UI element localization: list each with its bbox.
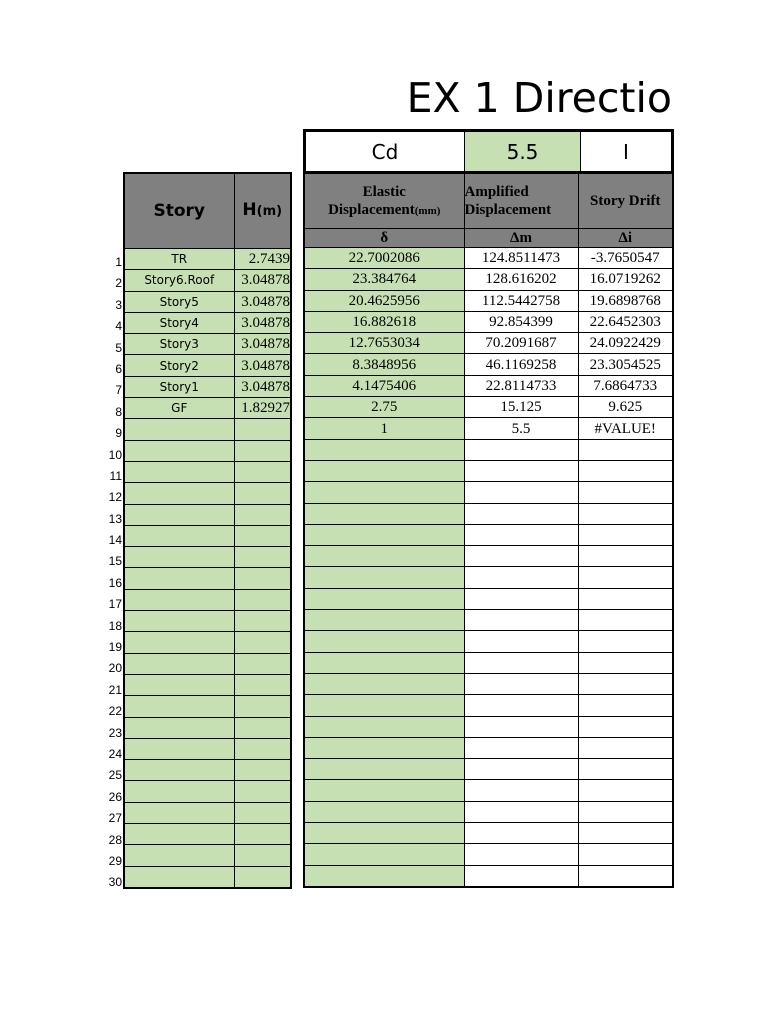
height-cell[interactable]: 1.82927 (234, 398, 291, 419)
parameters-table (303, 129, 674, 174)
height-cell[interactable] (234, 760, 291, 781)
table-row (304, 695, 673, 716)
row-number: 12 (108, 490, 122, 505)
story-drift-cell[interactable] (578, 716, 673, 737)
story-cell[interactable] (124, 824, 234, 845)
amplified-displacement-cell[interactable] (464, 737, 578, 758)
story-drift-cell[interactable]: 9.625 (578, 397, 673, 418)
story-drift-cell[interactable] (578, 652, 673, 673)
elastic-header-unit: (mm) (414, 204, 441, 217)
table-row (124, 845, 291, 866)
row-number: 25 (108, 768, 122, 783)
table-row (124, 611, 291, 632)
elastic-displacement-cell[interactable]: 22.7002086 (304, 248, 464, 269)
elastic-displacement-cell[interactable] (304, 780, 464, 801)
i-label-cell[interactable]: I (581, 131, 673, 173)
amplified-displacement-cell[interactable]: 70.2091687 (464, 333, 578, 354)
table-row (304, 418, 673, 439)
story-cell[interactable] (124, 696, 234, 717)
table-row (304, 652, 673, 673)
amplified-displacement-cell[interactable]: 128.616202 (464, 269, 578, 290)
row-number: 23 (108, 725, 122, 740)
story-cell[interactable] (124, 781, 234, 802)
elastic-displacement-cell[interactable] (304, 759, 464, 780)
sheet-title: EX 1 Directio (406, 74, 672, 122)
story-drift-cell[interactable]: 22.6452303 (578, 311, 673, 332)
row-number: 18 (108, 618, 122, 633)
table-row (304, 354, 673, 375)
elastic-displacement-cell[interactable] (304, 588, 464, 609)
table-row (124, 334, 291, 355)
story-drift-cell[interactable] (578, 865, 673, 887)
amplified-displacement-cell[interactable]: 22.8114733 (464, 375, 578, 396)
story-drift-cell[interactable]: #VALUE! (578, 418, 673, 439)
table-row (304, 546, 673, 567)
elastic-displacement-cell[interactable] (304, 503, 464, 524)
row-number: 2 (115, 276, 122, 291)
story-cell[interactable]: Story3 (124, 334, 234, 355)
row-number: 19 (108, 640, 122, 655)
story-cell[interactable] (124, 589, 234, 610)
story-cell[interactable]: Story4 (124, 312, 234, 333)
story-drift-cell[interactable]: 16.0719262 (578, 269, 673, 290)
height-header-unit: (m) (256, 204, 283, 219)
amplified-displacement-cell[interactable] (464, 844, 578, 865)
delta-i-symbol-header[interactable]: Δi (578, 229, 673, 248)
amplified-displacement-cell[interactable] (464, 631, 578, 652)
elastic-displacement-cell[interactable] (304, 801, 464, 822)
elastic-displacement-cell[interactable]: 23.384764 (304, 269, 464, 290)
height-cell[interactable] (234, 866, 291, 888)
story-cell[interactable] (124, 461, 234, 482)
elastic-displacement-cell[interactable] (304, 823, 464, 844)
row-number: 4 (115, 319, 122, 334)
row-number: 26 (108, 789, 122, 804)
story-drift-cell[interactable]: 7.6864733 (578, 375, 673, 396)
row-number: 29 (108, 853, 122, 868)
height-cell[interactable] (234, 632, 291, 653)
table-row (304, 801, 673, 822)
height-cell[interactable] (234, 483, 291, 504)
table-row (304, 823, 673, 844)
elastic-displacement-cell[interactable] (304, 524, 464, 545)
row-number: 3 (115, 297, 122, 312)
table-row (124, 653, 291, 674)
elastic-displacement-cell[interactable] (304, 716, 464, 737)
story-cell[interactable]: TR (124, 249, 234, 270)
height-cell[interactable] (234, 547, 291, 568)
table-row (124, 504, 291, 525)
story-drift-cell[interactable] (578, 567, 673, 588)
elastic-displacement-cell[interactable] (304, 695, 464, 716)
row-number: 11 (109, 468, 122, 483)
cd-label-cell[interactable]: Cd (305, 131, 465, 173)
height-cell[interactable] (234, 525, 291, 546)
elastic-displacement-cell[interactable] (304, 737, 464, 758)
height-header-label: H (242, 200, 257, 220)
row-number: 28 (108, 832, 122, 847)
story-drift-cell[interactable] (578, 588, 673, 609)
elastic-displacement-cell[interactable]: 4.1475406 (304, 375, 464, 396)
story-drift-cell[interactable] (578, 524, 673, 545)
height-cell[interactable] (234, 653, 291, 674)
amplified-displacement-cell[interactable] (464, 482, 578, 503)
amplified-displacement-cell[interactable]: 46.1169258 (464, 354, 578, 375)
table-row (124, 674, 291, 695)
table-row (124, 632, 291, 653)
table-row (304, 844, 673, 865)
height-cell[interactable]: 3.04878 (234, 291, 291, 312)
elastic-displacement-cell[interactable] (304, 844, 464, 865)
story-cell[interactable] (124, 760, 234, 781)
elastic-displacement-header[interactable] (304, 173, 464, 229)
height-cell[interactable] (234, 824, 291, 845)
amplified-displacement-cell[interactable]: 124.8511473 (464, 248, 578, 269)
story-cell[interactable] (124, 611, 234, 632)
table-row (304, 397, 673, 418)
story-drift-header[interactable]: Story Drift (578, 173, 673, 229)
amplified-displacement-cell[interactable] (464, 865, 578, 887)
table-row (304, 610, 673, 631)
table-row (124, 461, 291, 482)
table-row (124, 781, 291, 802)
story-header[interactable]: Story (124, 173, 234, 249)
story-drift-cell[interactable] (578, 780, 673, 801)
height-header[interactable] (234, 173, 291, 249)
displacement-table (303, 172, 674, 888)
story-drift-cell[interactable] (578, 844, 673, 865)
story-cell[interactable] (124, 440, 234, 461)
elastic-displacement-cell[interactable]: 16.882618 (304, 311, 464, 332)
story-cell[interactable] (124, 525, 234, 546)
row-number: 20 (108, 661, 122, 676)
table-row (124, 760, 291, 781)
story-cell[interactable] (124, 717, 234, 738)
table-row (124, 270, 291, 291)
height-cell[interactable] (234, 589, 291, 610)
amplified-displacement-cell[interactable] (464, 567, 578, 588)
story-cell[interactable]: Story5 (124, 291, 234, 312)
story-drift-cell[interactable]: -3.7650547 (578, 248, 673, 269)
height-cell[interactable] (234, 504, 291, 525)
height-cell[interactable] (234, 696, 291, 717)
table-row (304, 588, 673, 609)
table-row (124, 717, 291, 738)
story-cell[interactable] (124, 674, 234, 695)
table-row (124, 525, 291, 546)
height-cell[interactable] (234, 738, 291, 759)
story-drift-cell[interactable] (578, 737, 673, 758)
height-cell[interactable]: 3.04878 (234, 334, 291, 355)
height-cell[interactable] (234, 419, 291, 440)
table-row (304, 333, 673, 354)
story-cell[interactable] (124, 845, 234, 866)
row-number: 5 (115, 340, 122, 355)
table-row (304, 460, 673, 481)
row-number: 6 (115, 361, 122, 376)
story-drift-cell[interactable] (578, 439, 673, 460)
elastic-displacement-cell[interactable]: 1 (304, 418, 464, 439)
table-row (304, 482, 673, 503)
table-row (304, 716, 673, 737)
story-cell[interactable] (124, 547, 234, 568)
table-row (304, 248, 673, 269)
table-row (304, 375, 673, 396)
table-row (124, 355, 291, 376)
row-number: 10 (108, 447, 122, 462)
row-number: 9 (115, 426, 122, 441)
story-cell[interactable]: GF (124, 398, 234, 419)
height-cell[interactable] (234, 802, 291, 823)
story-cell[interactable] (124, 653, 234, 674)
story-drift-cell[interactable]: 24.0922429 (578, 333, 673, 354)
story-cell[interactable] (124, 866, 234, 888)
row-number: 7 (115, 383, 122, 398)
amplified-displacement-cell[interactable] (464, 823, 578, 844)
story-cell[interactable] (124, 483, 234, 504)
table-row (124, 398, 291, 419)
height-cell[interactable] (234, 611, 291, 632)
table-row (304, 311, 673, 332)
story-drift-cell[interactable]: 23.3054525 (578, 354, 673, 375)
amplified-displacement-cell[interactable]: 15.125 (464, 397, 578, 418)
elastic-displacement-cell[interactable] (304, 631, 464, 652)
story-drift-cell[interactable] (578, 546, 673, 567)
elastic-displacement-cell[interactable] (304, 482, 464, 503)
table-row (304, 673, 673, 694)
table-row (124, 802, 291, 823)
table-row (304, 631, 673, 652)
story-drift-cell[interactable] (578, 460, 673, 481)
row-number: 17 (108, 597, 122, 612)
amplified-displacement-cell[interactable] (464, 673, 578, 694)
height-cell[interactable] (234, 717, 291, 738)
amplified-displacement-cell[interactable]: 112.5442758 (464, 290, 578, 311)
amplified-displacement-cell[interactable]: 92.854399 (464, 311, 578, 332)
table-row (124, 419, 291, 440)
height-cell[interactable] (234, 440, 291, 461)
height-cell[interactable] (234, 781, 291, 802)
elastic-displacement-cell[interactable]: 8.3848956 (304, 354, 464, 375)
story-drift-cell[interactable] (578, 503, 673, 524)
amplified-displacement-cell[interactable] (464, 610, 578, 631)
height-cell[interactable]: 3.04878 (234, 270, 291, 291)
elastic-displacement-cell[interactable]: 12.7653034 (304, 333, 464, 354)
amplified-displacement-cell[interactable] (464, 780, 578, 801)
amplified-displacement-cell[interactable] (464, 759, 578, 780)
cd-value-cell[interactable]: 5.5 (465, 131, 581, 173)
story-drift-cell[interactable] (578, 695, 673, 716)
table-row (304, 865, 673, 887)
story-drift-cell[interactable] (578, 673, 673, 694)
amplified-displacement-cell[interactable] (464, 652, 578, 673)
table-row (304, 759, 673, 780)
row-number: 27 (108, 811, 122, 826)
height-cell[interactable] (234, 845, 291, 866)
table-row (124, 440, 291, 461)
height-cell[interactable]: 3.04878 (234, 376, 291, 397)
story-cell[interactable] (124, 419, 234, 440)
row-number: 30 (108, 875, 122, 890)
story-cell[interactable]: Story2 (124, 355, 234, 376)
amplified-displacement-cell[interactable] (464, 524, 578, 545)
story-cell[interactable] (124, 568, 234, 589)
table-row (304, 524, 673, 545)
table-row (124, 824, 291, 845)
elastic-header-label: Elastic Displacement (328, 183, 415, 218)
row-number: 24 (108, 746, 122, 761)
row-number: 22 (108, 704, 122, 719)
amplified-displacement-cell[interactable] (464, 801, 578, 822)
row-number: 1 (115, 255, 122, 269)
elastic-displacement-cell[interactable] (304, 865, 464, 887)
table-row (124, 568, 291, 589)
amplified-displacement-cell[interactable] (464, 439, 578, 460)
amplified-displacement-cell[interactable] (464, 546, 578, 567)
table-row (304, 567, 673, 588)
height-cell[interactable]: 2.7439 (234, 249, 291, 270)
story-drift-cell[interactable]: 19.6898768 (578, 290, 673, 311)
height-cell[interactable]: 3.04878 (234, 355, 291, 376)
table-row (124, 738, 291, 759)
height-cell[interactable] (234, 568, 291, 589)
table-row (304, 269, 673, 290)
row-numbers (100, 252, 122, 894)
story-cell[interactable] (124, 632, 234, 653)
amplified-displacement-cell[interactable] (464, 716, 578, 737)
story-drift-cell[interactable] (578, 759, 673, 780)
story-drift-cell[interactable] (578, 631, 673, 652)
row-number: 16 (108, 575, 122, 590)
story-cell[interactable] (124, 504, 234, 525)
story-drift-cell[interactable] (578, 823, 673, 844)
row-number: 15 (108, 554, 122, 569)
story-cell[interactable] (124, 802, 234, 823)
elastic-displacement-cell[interactable] (304, 673, 464, 694)
delta-symbol-header[interactable]: δ (304, 229, 464, 248)
table-row (124, 291, 291, 312)
amplified-displacement-cell[interactable] (464, 695, 578, 716)
table-row (304, 503, 673, 524)
story-drift-cell[interactable] (578, 482, 673, 503)
table-row (124, 483, 291, 504)
row-number: 14 (108, 533, 122, 548)
row-number: 8 (115, 404, 122, 419)
table-row (304, 780, 673, 801)
elastic-displacement-cell[interactable] (304, 567, 464, 588)
table-row (124, 866, 291, 888)
amplified-displacement-cell[interactable] (464, 588, 578, 609)
elastic-displacement-cell[interactable]: 20.4625956 (304, 290, 464, 311)
row-number: 21 (108, 682, 122, 697)
story-drift-cell[interactable] (578, 610, 673, 631)
elastic-displacement-cell[interactable] (304, 652, 464, 673)
amplified-displacement-header[interactable]: Amplified Displacement (464, 173, 578, 229)
elastic-displacement-cell[interactable] (304, 439, 464, 460)
table-row (124, 249, 291, 270)
table-row (124, 312, 291, 333)
table-row (304, 290, 673, 311)
elastic-displacement-cell[interactable] (304, 546, 464, 567)
table-row (304, 439, 673, 460)
height-cell[interactable]: 3.04878 (234, 312, 291, 333)
table-row (304, 737, 673, 758)
amplified-displacement-cell[interactable]: 5.5 (464, 418, 578, 439)
elastic-displacement-cell[interactable] (304, 460, 464, 481)
table-row (124, 376, 291, 397)
table-row (124, 547, 291, 568)
table-row (124, 696, 291, 717)
delta-m-symbol-header[interactable]: Δm (464, 229, 578, 248)
height-cell[interactable] (234, 461, 291, 482)
story-cell[interactable]: Story6.Roof (124, 270, 234, 291)
amplified-displacement-cell[interactable] (464, 503, 578, 524)
elastic-displacement-cell[interactable] (304, 610, 464, 631)
table-row (124, 589, 291, 610)
story-cell[interactable] (124, 738, 234, 759)
amplified-displacement-cell[interactable] (464, 460, 578, 481)
story-drift-cell[interactable] (578, 801, 673, 822)
elastic-displacement-cell[interactable]: 2.75 (304, 397, 464, 418)
height-cell[interactable] (234, 674, 291, 695)
story-height-table (123, 172, 292, 889)
row-number: 13 (108, 511, 122, 526)
story-cell[interactable]: Story1 (124, 376, 234, 397)
